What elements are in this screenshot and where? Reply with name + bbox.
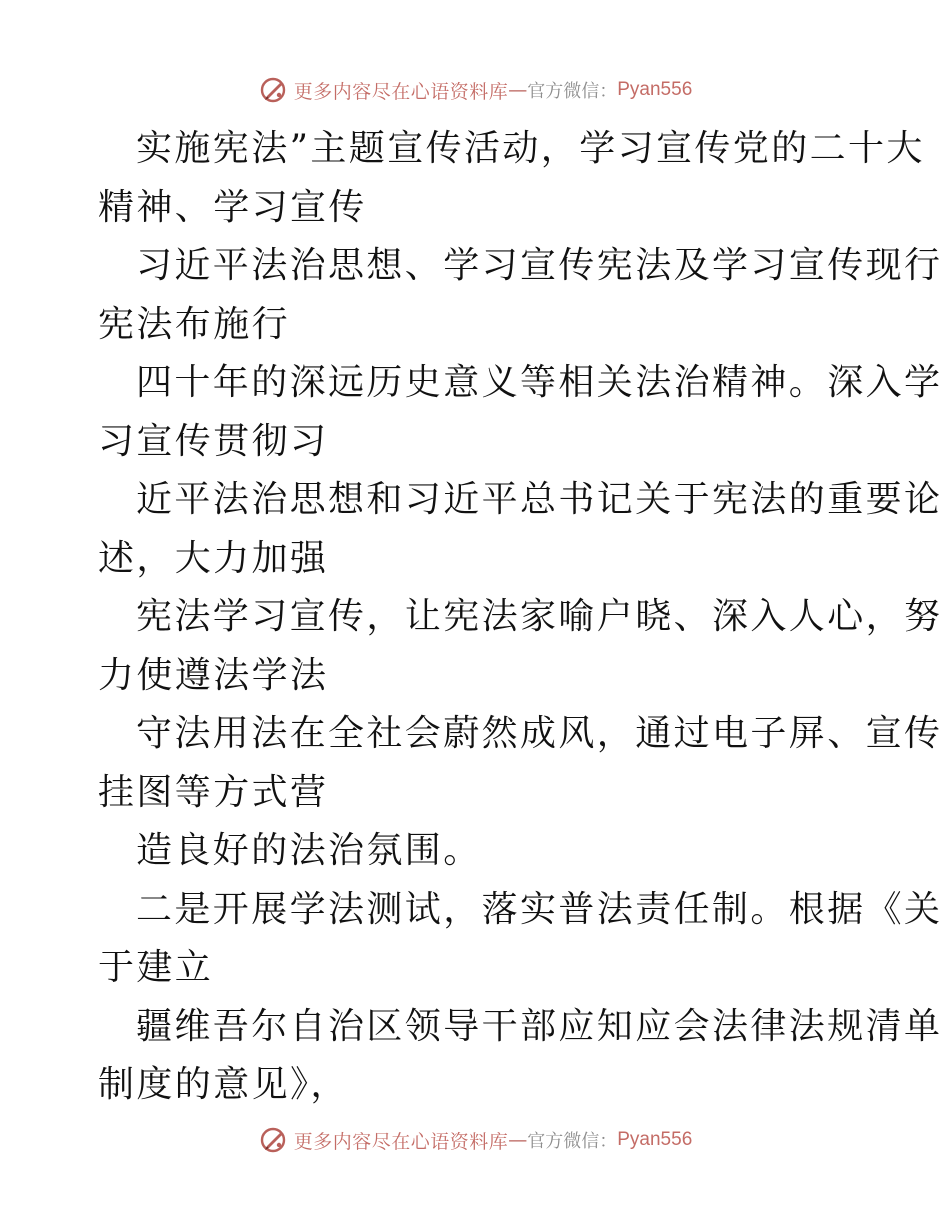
text-line: 实施宪法”主题宣传活动，学习宣传党的二十大 — [136, 128, 925, 169]
site-name: 更多内容尽在心语资料库 — [293, 80, 509, 103]
text-line: 造良好的法治氛围。 — [136, 830, 482, 871]
text-line: 习近平法治思想、学习宣传宪法及学习宣传现行 — [136, 245, 943, 286]
footer-watermark — [0, 1120, 950, 1160]
header-watermark — [0, 70, 950, 110]
site-name: 更多内容尽在心语资料库 — [293, 1130, 509, 1153]
text-line: 宪法布施行 — [98, 303, 291, 345]
text-line: 述，大力加强 — [98, 537, 329, 579]
wechat-handle: Pyan556 — [617, 1129, 693, 1150]
text-line: 挂图等方式营 — [98, 771, 329, 813]
text-line: 于建立 — [98, 947, 214, 988]
text-line: 二是开展学法测试，落实普法责任制。根据《关 — [136, 888, 943, 930]
text-line: 守法用法在全社会蔚然成风，通过电子屏、宣传 — [136, 713, 943, 754]
wechat-label: 官方微信： — [527, 1131, 618, 1152]
banner-separator: — — [508, 79, 528, 101]
text-line: 力使遵法学法 — [98, 654, 329, 696]
banner-separator: — — [508, 1129, 528, 1151]
document-body — [98, 120, 943, 1115]
wechat-label: 官方微信： — [527, 81, 618, 102]
text-line: 四十年的深远历史意义等相关法治精神。深入学 — [136, 362, 943, 403]
text-line: 习宣传贯彻习 — [98, 420, 329, 462]
text-line: 制度的意见》， — [98, 1064, 349, 1105]
text-line: 疆维吾尔自治区领导干部应知应会法律法规清单 — [136, 1005, 943, 1047]
text-line: 宪法学习宣传，让宪法家喻户晓、深入人心，努 — [136, 596, 943, 637]
pen-logo-icon — [258, 75, 288, 105]
pen-logo-icon — [258, 1125, 288, 1155]
text-line: 近平法治思想和习近平总书记关于宪法的重要论 — [136, 479, 943, 520]
text-line: 精神、学习宣传 — [98, 186, 367, 228]
wechat-handle: Pyan556 — [617, 79, 693, 100]
